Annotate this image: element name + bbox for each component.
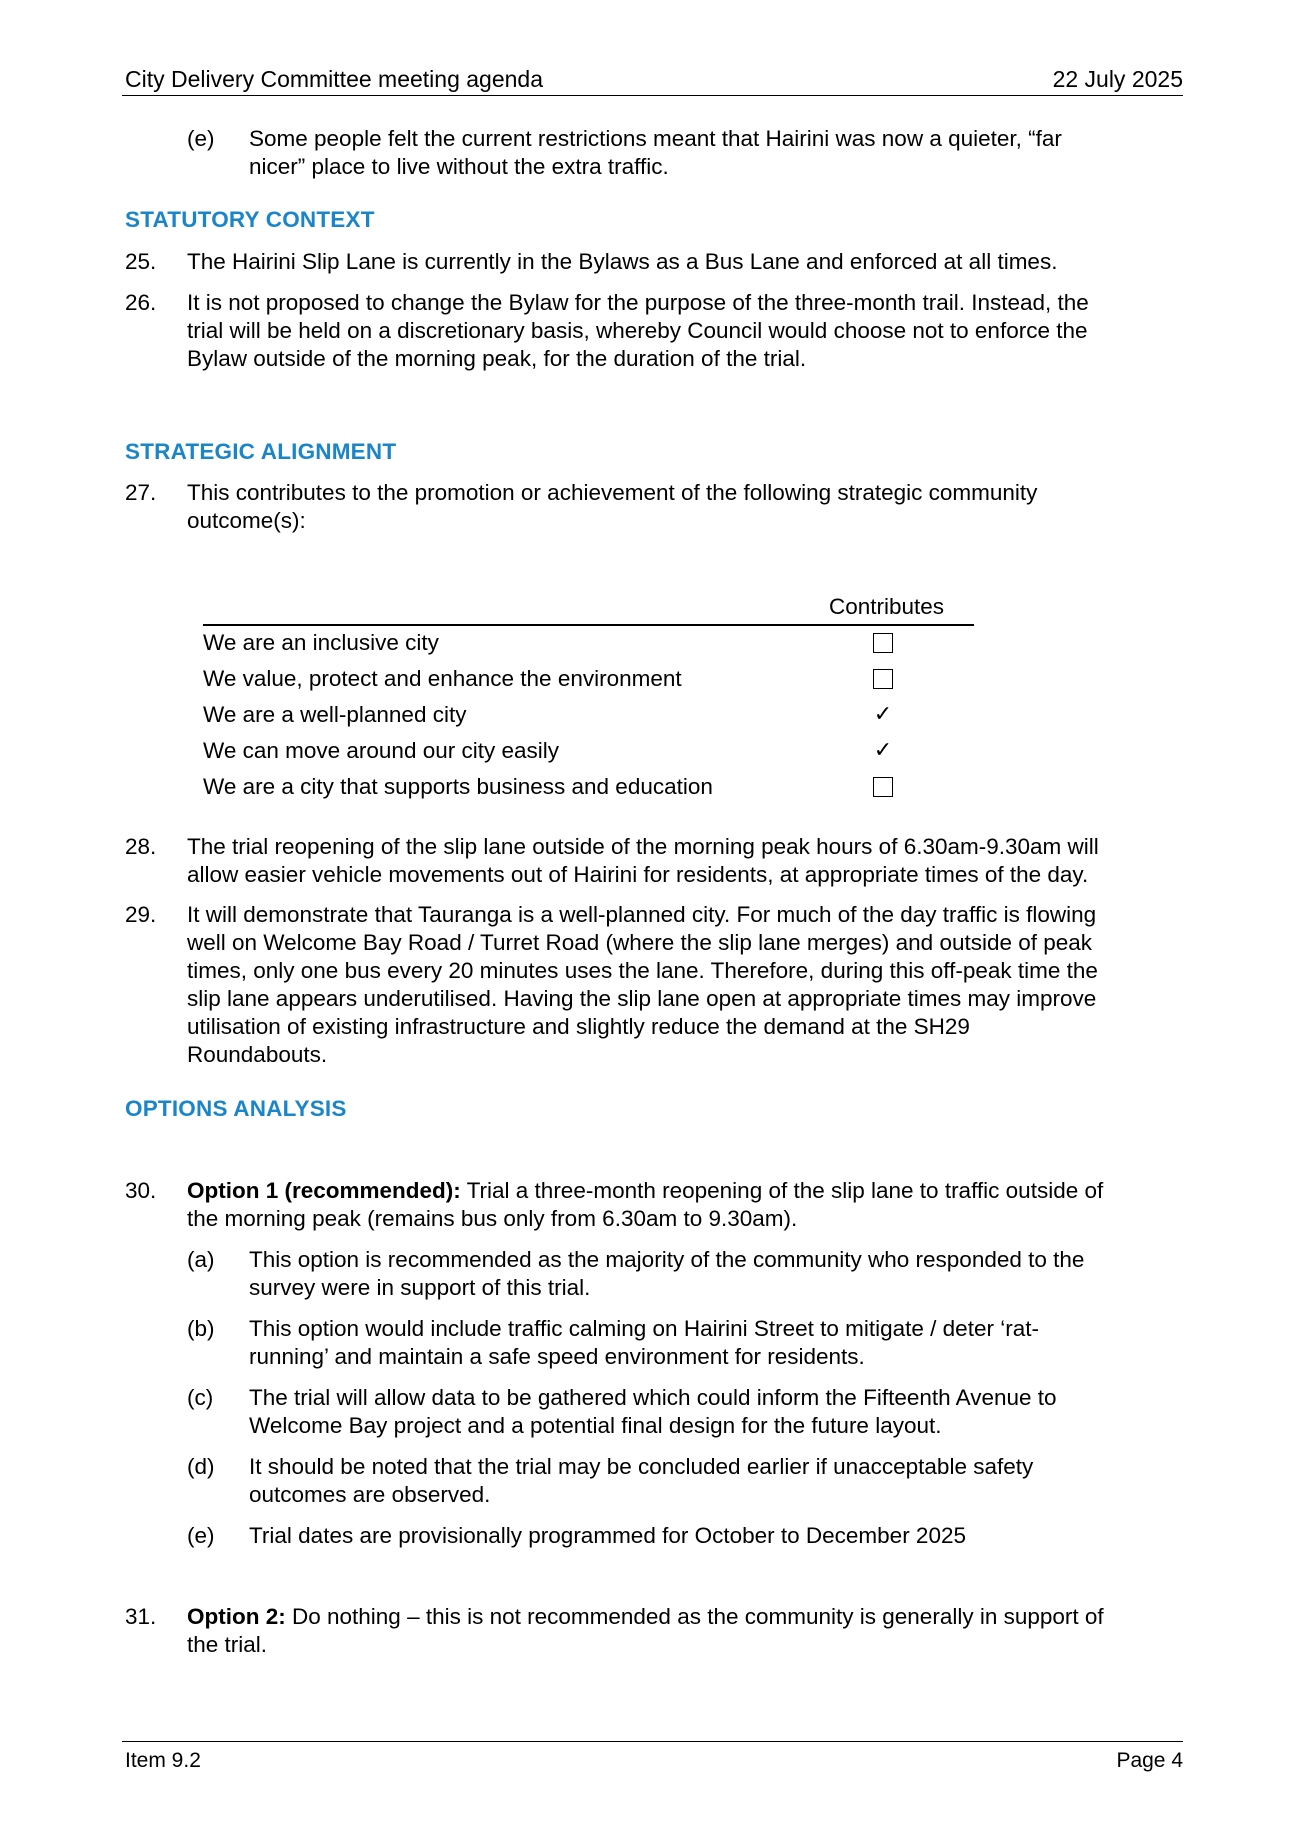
table-row: [203, 701, 973, 737]
subitem-number: (d): [187, 1454, 215, 1479]
text-line: slip lane appears underutilised. Having the slip lane open at appropriate times may improve: [187, 986, 1097, 1011]
text-line: allow easier vehicle movements out of Hairini for residents, at appropriate times of the day.: [187, 862, 1089, 887]
table-row: [203, 737, 973, 773]
section-heading-strategic: STRATEGIC ALIGNMENT: [125, 439, 397, 464]
text-line: Some people felt the current restrictions meant that Hairini was now a quieter, “far: [249, 126, 1062, 151]
text-line: This contributes to the promotion or achievement of the following strategic community: [187, 480, 1038, 505]
text-line: The Hairini Slip Lane is currently in the Bylaws as a Bus Lane and enforced at all times.: [187, 249, 1058, 274]
text-line: running’ and maintain a safe speed environment for residents.: [249, 1344, 865, 1369]
outcome-label: We can move around our city easily: [203, 738, 560, 763]
outcome-label: We value, protect and enhance the environment: [203, 666, 682, 691]
text-line: It will demonstrate that Tauranga is a well-planned city. For much of the day traffic is flowing: [187, 902, 1097, 927]
text-line: It should be noted that the trial may be concluded earlier if unacceptable safety: [249, 1454, 1034, 1479]
paragraph-number: 29.: [125, 902, 157, 927]
text-line: survey were in support of this trial.: [249, 1275, 591, 1300]
option-label: Option 2:: [187, 1604, 286, 1629]
outcome-label: We are a city that supports business and education: [203, 774, 713, 799]
footer-item-number: Item 9.2: [125, 1749, 201, 1772]
text-line: Welcome Bay project and a potential final design for the future layout.: [249, 1413, 942, 1438]
outcome-label: We are a well-planned city: [203, 702, 467, 727]
text-line: Do nothing – this is not recommended as the community is generally in support of: [285, 1604, 1104, 1629]
table-row: [203, 629, 973, 665]
header-rule: [122, 95, 1183, 96]
text-line: outcome(s):: [187, 508, 306, 533]
paragraph-number: 25.: [125, 249, 157, 274]
subitem-number: (e): [187, 126, 215, 151]
paragraph-number: 31.: [125, 1604, 157, 1629]
text-line: The trial will allow data to be gathered which could inform the Fifteenth Avenue to: [249, 1385, 1057, 1410]
text-line: outcomes are observed.: [249, 1482, 491, 1507]
table-row: [203, 773, 973, 809]
header-date: 22 July 2025: [1052, 66, 1183, 92]
text-line: The trial reopening of the slip lane outside of the morning peak hours of 6.30am-9.30am will: [187, 834, 1099, 859]
text-line: utilisation of existing infrastructure and slightly reduce the demand at the SH29: [187, 1014, 970, 1039]
table-header-rule: [203, 624, 974, 626]
text-line: Bylaw outside of the morning peak, for the duration of the trial.: [187, 346, 807, 371]
text-line: This option is recommended as the majority of the community who responded to the: [249, 1247, 1085, 1272]
paragraph-number: 27.: [125, 480, 157, 505]
checkmark-icon: ✓: [873, 702, 893, 727]
subitem-number: (a): [187, 1247, 215, 1272]
text-line: It is not proposed to change the Bylaw for the purpose of the three-month trail. Instead, the: [187, 290, 1089, 315]
header-title: City Delivery Committee meeting agenda: [125, 66, 544, 92]
text-line: trial will be held on a discretionary basis, whereby Council would choose not to enforce the: [187, 318, 1088, 343]
footer-rule: [122, 1741, 1183, 1742]
text-line: the morning peak (remains bus only from 6.30am to 9.30am).: [187, 1206, 798, 1231]
text-line: the trial.: [187, 1632, 268, 1657]
empty-checkbox-icon: [871, 629, 895, 660]
text-line: well on Welcome Bay Road / Turret Road (where the slip lane merges) and outside of peak: [187, 930, 1093, 955]
empty-checkbox-icon: [871, 665, 895, 696]
text-line: Trial dates are provisionally programmed for October to December 2025: [249, 1523, 966, 1548]
footer-page-number: Page 4: [1116, 1749, 1183, 1772]
paragraph-number: 28.: [125, 834, 157, 859]
section-heading-options: OPTIONS ANALYSIS: [125, 1096, 347, 1121]
paragraph-number: 26.: [125, 290, 157, 315]
paragraph-number: 30.: [125, 1178, 157, 1203]
subitem-number: (e): [187, 1523, 215, 1548]
text-line: This option would include traffic calming on Hairini Street to mitigate / deter ‘rat-: [249, 1316, 1039, 1341]
text-line: nicer” place to live without the extra traffic.: [249, 154, 669, 179]
text-line: times, only one bus every 20 minutes uses the lane. Therefore, during this off-peak time the: [187, 958, 1098, 983]
option-label: Option 1 (recommended):: [187, 1178, 461, 1203]
subitem-number: (c): [187, 1385, 214, 1410]
text-line: Trial a three-month reopening of the slip lane to traffic outside of: [460, 1178, 1104, 1203]
subitem-number: (b): [187, 1316, 215, 1341]
table-row: [203, 665, 973, 701]
table-header-contributes: Contributes: [829, 594, 945, 619]
text-line: Roundabouts.: [187, 1042, 328, 1067]
checkmark-icon: ✓: [873, 738, 893, 763]
outcome-label: We are an inclusive city: [203, 630, 439, 655]
section-heading-statutory: STATUTORY CONTEXT: [125, 207, 375, 232]
empty-checkbox-icon: [871, 773, 895, 804]
